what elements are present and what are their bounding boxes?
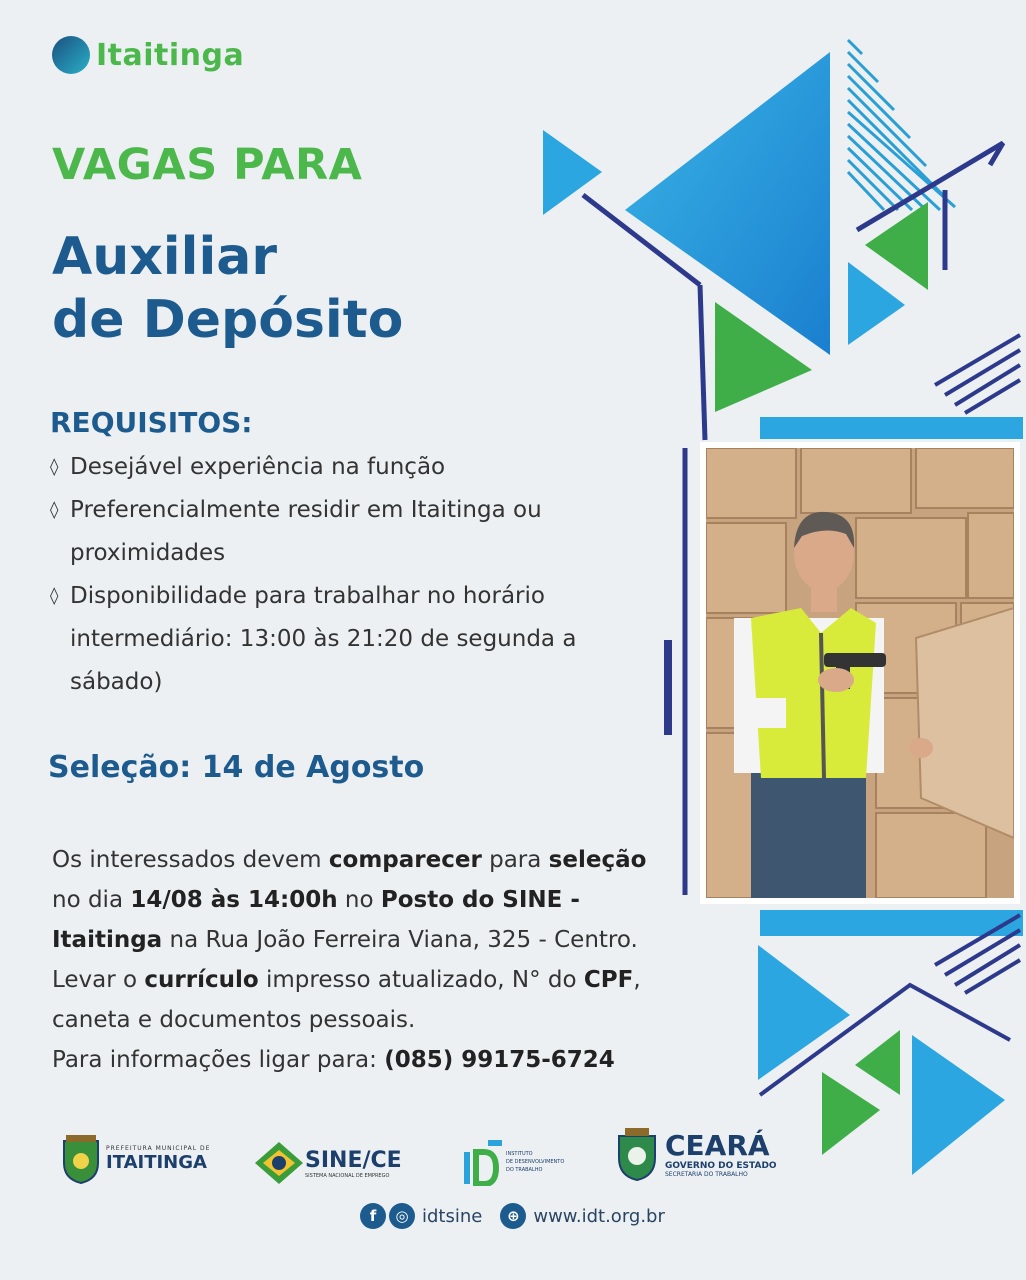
info-line: Para informações ligar para: (085) 99175-6724 [52, 1047, 615, 1073]
selection-date: Seleção: 14 de Agosto [48, 750, 425, 785]
itaitinga-logo [60, 1133, 210, 1185]
info-line: Itaitinga na Rua João Ferreira Viana, 325 - Centro. [52, 927, 638, 953]
ceara-logo-text: CEARÁ [665, 1128, 770, 1162]
phone-number: (085) 99175-6724 [384, 1047, 615, 1073]
job-title-line2: de Depósito [52, 290, 404, 350]
headline: VAGAS PARA [52, 140, 363, 190]
requirements-title: REQUISITOS: [50, 406, 253, 439]
job-title-line1: Auxiliar [52, 227, 278, 287]
job-title [52, 226, 403, 352]
info-line: Levar o currículo impresso atualizado, N° do CPF, [52, 967, 641, 993]
idt-logo [462, 1138, 564, 1186]
social-handle[interactable]: idtsine [422, 1205, 483, 1227]
idt-logo-line1: INSTITUTO [506, 1151, 533, 1157]
info-line: Os interessados devem comparecer para seleção [52, 847, 647, 873]
worker-illustration [706, 448, 1014, 898]
city-crest-icon [60, 1133, 102, 1185]
diamond-bullet-icon: ◊ [50, 500, 59, 520]
idt-logo-line2: DE DESENVOLVIMENTO [506, 1159, 565, 1165]
instructions-block [52, 840, 692, 1080]
stripe-pattern-top [848, 40, 955, 210]
sine-logo-text: SINE/CE [305, 1147, 402, 1173]
info-line: caneta e documentos pessoais. [52, 1007, 416, 1033]
website-link[interactable]: www.idt.org.br [533, 1205, 665, 1227]
state-crest-icon [615, 1126, 659, 1182]
info-line: no dia 14/08 às 14:00h no Posto do SINE - [52, 887, 580, 913]
instagram-icon: ◎ [389, 1203, 415, 1229]
brand-logo [52, 36, 244, 74]
brazil-flag-icon [255, 1140, 303, 1186]
brand-name: Itaitinga [96, 37, 245, 73]
idt-mark-icon [462, 1138, 504, 1186]
brand-circle-icon [52, 36, 90, 74]
contact-footer [360, 1203, 665, 1229]
list-item [50, 489, 650, 575]
globe-icon: ⊕ [500, 1203, 526, 1229]
diamond-bullet-icon: ◊ [50, 586, 59, 606]
requirements-list [50, 446, 650, 704]
ceara-logo-line1: GOVERNO DO ESTADO [665, 1160, 777, 1171]
requirement-text: Disponibilidade para trabalhar no horário intermediário: 13:00 às 21:20 de segunda a sábado) [70, 583, 577, 695]
requirement-text: Preferencialmente residir em Itaitinga ou proximidades [70, 497, 542, 566]
itaitinga-logo-small: PREFEITURA MUNICIPAL DE [106, 1145, 211, 1152]
list-item [50, 575, 650, 704]
idt-logo-line3: DO TRABALHO [506, 1167, 543, 1173]
diamond-bullet-icon: ◊ [50, 457, 59, 477]
sine-logo-small: SISTEMA NACIONAL DE EMPREGO [305, 1172, 390, 1179]
warehouse-worker-photo [700, 442, 1020, 904]
itaitinga-logo-text: ITAITINGA [106, 1152, 207, 1173]
facebook-icon: f [360, 1203, 386, 1229]
sine-logo [255, 1140, 402, 1186]
ceara-logo [615, 1126, 777, 1182]
requirement-text: Desejável experiência na função [70, 454, 446, 480]
list-item [50, 446, 650, 489]
ceara-logo-line2: SECRETARIA DO TRABALHO [665, 1170, 748, 1178]
